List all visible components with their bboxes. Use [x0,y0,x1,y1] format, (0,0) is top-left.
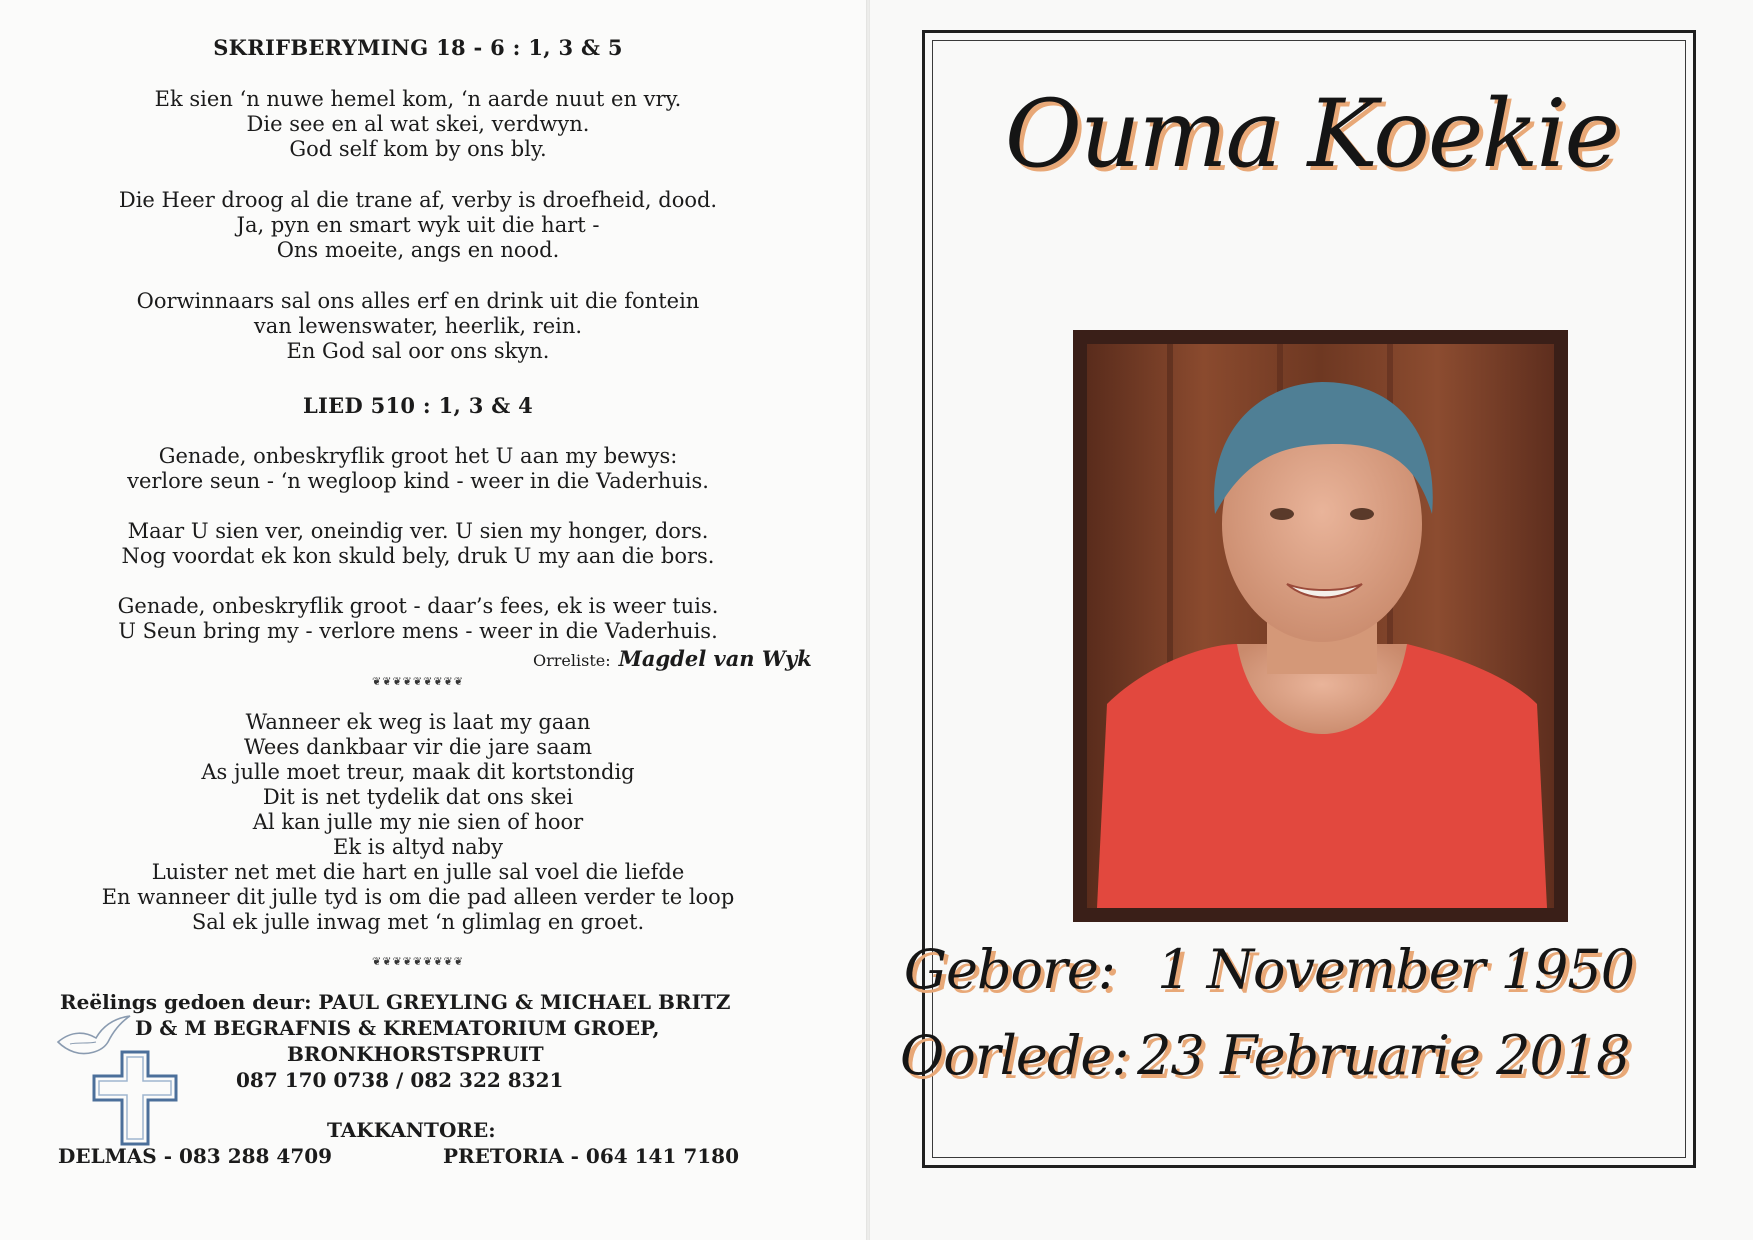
poem-line: En wanneer dit julle tyd is om die pad alleen verder te loop [101,885,735,909]
scripture-heading: SKRIFBERYMING 18 - 6 : 1, 3 & 5 [213,35,623,60]
poem-line: As julle moet treur, maak dit kortstondig [201,760,635,784]
poem-line: Dit is net tydelik dat ons skei [262,785,574,809]
hymn-verse-3 [0,594,836,644]
branch-pretoria: PRETORIA - 064 141 7180 [443,1144,740,1168]
branch-delmas: DELMAS - 083 288 4709 [58,1144,333,1168]
poem-line: Luister net met die hart en julle sal voel die liefde [151,860,685,884]
cross-icon [92,1050,178,1146]
organist-credit [533,646,833,671]
born-label: Gebore: [903,938,1115,1001]
funeral-home-town: BRONKHORSTSPRUIT [287,1042,544,1066]
verse-line: Die see en al wat skei, verdwyn. [246,112,590,136]
verse-line: verlore seun - ‘n wegloop kind - weer in die Vaderhuis. [127,469,709,493]
verse-line: Maar U sien ver, oneindig ver. U sien my honger, dors. [127,519,709,543]
ornament-divider: ❦❦❦❦❦❦❦❦❦ [372,675,464,688]
organist-label: Orreliste: [533,651,611,670]
poem-line: Al kan julle my nie sien of hoor [252,810,584,834]
scripture-verse-2 [0,188,836,263]
organist-signature: Magdel van Wyk [618,646,812,671]
verse-line: God self kom by ons bly. [289,137,547,161]
verse-line: U Seun bring my - verlore mens - weer in die Vaderhuis. [118,619,718,643]
hymn-verse-2 [0,519,836,569]
verse-line: Die Heer droog al die trane af, verby is droefheid, dood. [118,188,718,212]
portrait-photo [1073,330,1568,922]
verse-line: Nog voordat ek kon skuld bely, druk U my aan die bors. [121,544,715,568]
born-date: 1 November 1950 [1157,938,1635,1001]
cover-page [870,0,1753,1240]
died-date: 23 Februarie 2018 [1137,1024,1630,1087]
poem [0,710,836,935]
branches-heading: TAKKANTORE: [327,1118,496,1142]
poem-line: Wanneer ek weg is laat my gaan [245,710,591,734]
verse-line: Ons moeite, angs en nood. [276,238,560,262]
died-label: Oorlede: [900,1024,1129,1087]
scripture-verse-1 [0,87,836,162]
funeral-home-phone: 087 170 0738 / 082 322 8321 [236,1068,564,1092]
verse-line: Oorwinnaars sal ons alles erf en drink uit die fontein [136,289,700,313]
poem-line: Ek is altyd naby [333,835,503,859]
verse-line: van lewenswater, heerlik, rein. [253,314,583,338]
died-line [900,1024,1630,1087]
deceased-name: Ouma Koekie [1004,80,1619,189]
verse-line: Genade, onbeskryflik groot het U aan my bewys: [158,444,678,468]
verse-line: Ek sien ‘n nuwe hemel kom, ‘n aarde nuut en vry. [154,87,682,111]
hymn-heading: LIED 510 : 1, 3 & 4 [302,393,534,418]
verse-line: Genade, onbeskryflik groot - daar’s fees, ek is weer tuis. [117,594,719,618]
portrait-image [1087,344,1554,908]
hymn-verse-1 [0,444,836,494]
ornament-divider: ❦❦❦❦❦❦❦❦❦ [372,955,464,968]
left-page [0,0,866,1240]
arrangements-line: Reëlings gedoen deur: PAUL GREYLING & MICHAEL BRITZ [60,990,731,1014]
poem-line: Sal ek julle inwag met ‘n glimlag en groet. [191,910,645,934]
poem-line: Wees dankbaar vir die jare saam [243,735,593,759]
verse-line: Ja, pyn en smart wyk uit die hart - [236,213,600,237]
verse-line: En God sal oor ons skyn. [286,339,550,363]
funeral-home-name: D & M BEGRAFNIS & KREMATORIUM GROEP, [135,1016,660,1040]
scripture-verse-3 [0,289,836,364]
born-line [900,938,1634,1001]
